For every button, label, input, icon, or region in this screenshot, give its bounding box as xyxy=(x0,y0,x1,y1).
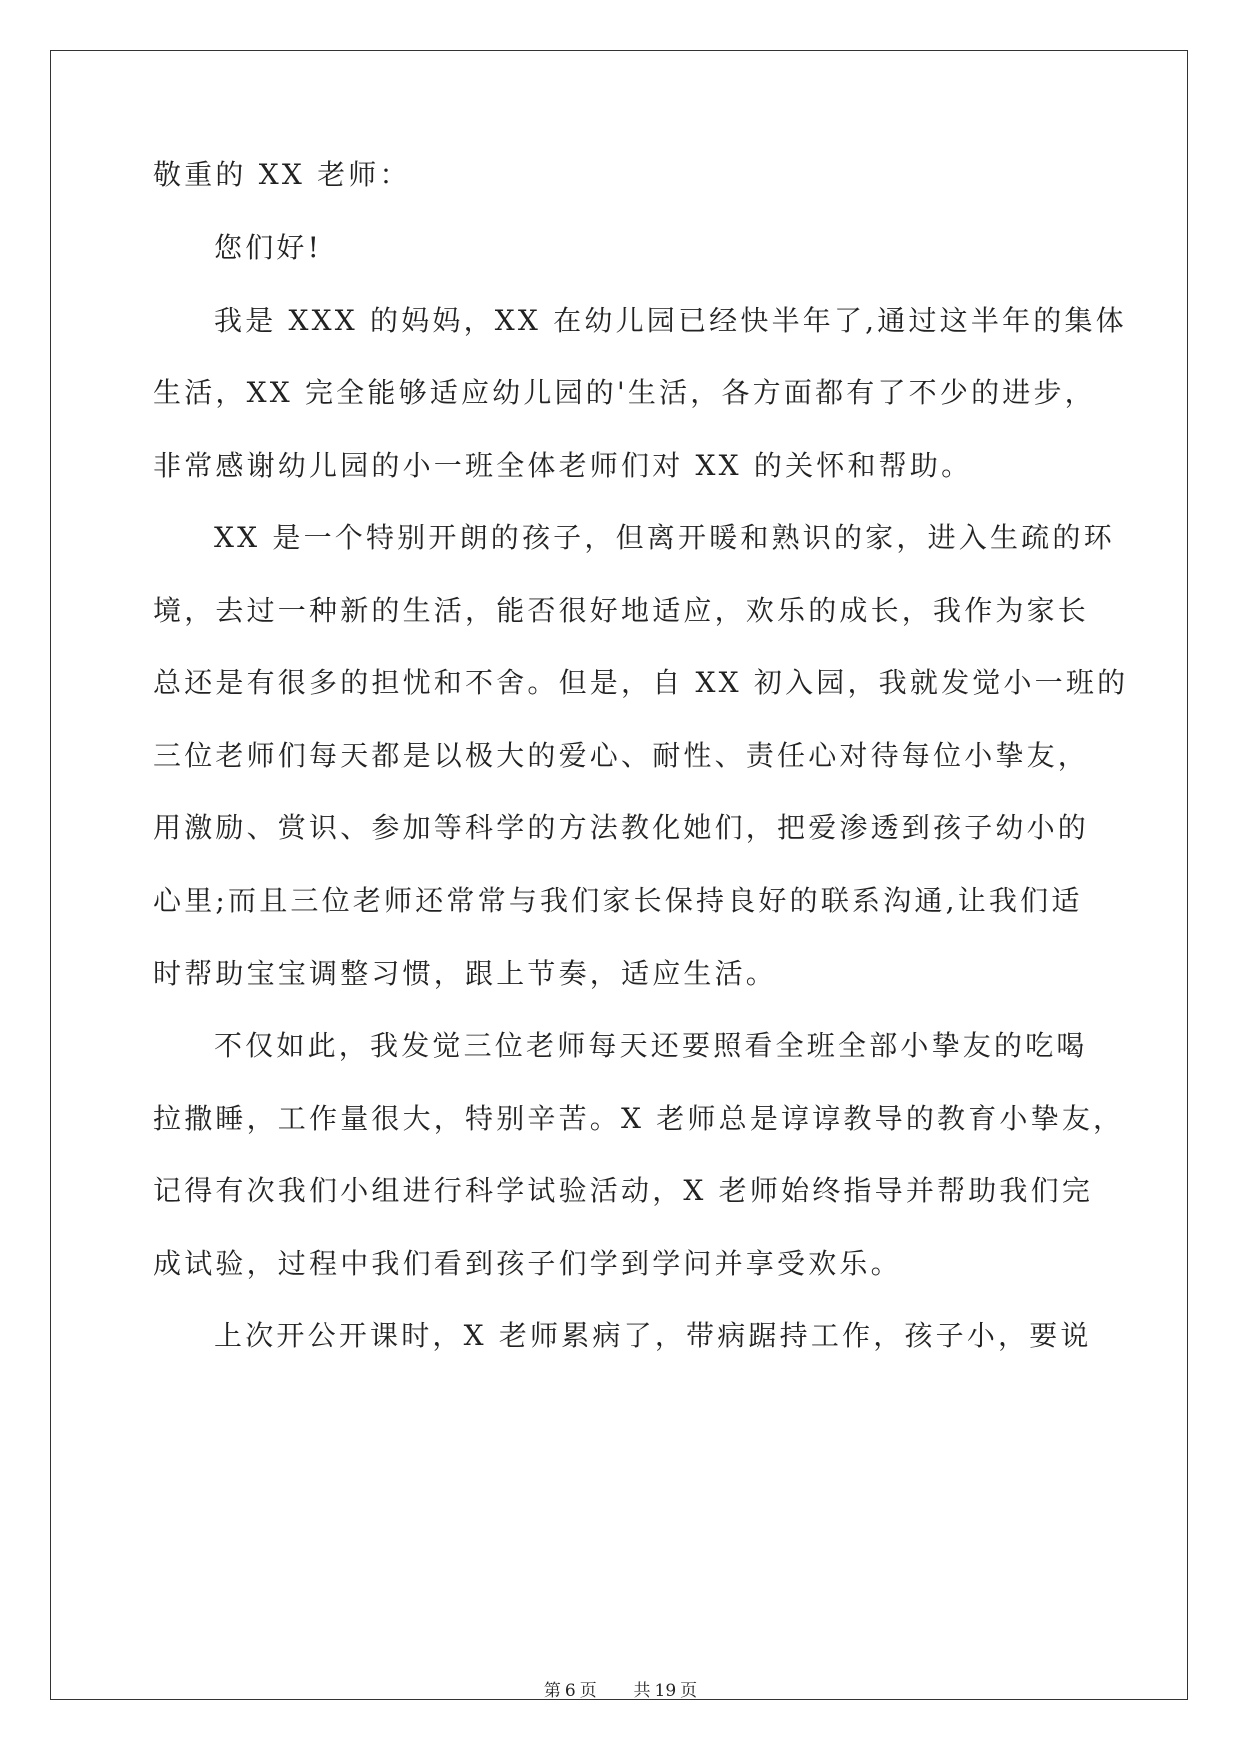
greeting-line: 您们好! xyxy=(214,231,323,264)
body-line: XX 是一个特别开朗的孩子，但离开暖和熟识的家，进入生疏的环 xyxy=(214,521,1115,554)
body-line: 三位老师们每天都是以极大的爱心、耐性、责任心对待每位小挚友， xyxy=(153,739,1090,772)
page-number: 6 xyxy=(564,1681,576,1701)
body-line: 用激励、赏识、参加等科学的方法教化她们，把爱渗透到孩子幼小的 xyxy=(153,811,1090,844)
body-line: 非常感谢幼儿园的小一班全体老师们对 XX 的关怀和帮助。 xyxy=(153,449,973,482)
body-line: 成试验，过程中我们看到孩子们学到学问并享受欢乐。 xyxy=(153,1247,902,1280)
body-line: 心里;而且三位老师还常常与我们家长保持良好的联系沟通,让我们适 xyxy=(153,884,1083,917)
body-line: 不仅如此，我发觉三位老师每天还要照看全班全部小挚友的吃喝 xyxy=(214,1029,1088,1062)
body-line: 时帮助宝宝调整习惯，跟上节奏，适应生活。 xyxy=(153,957,778,990)
page-border xyxy=(50,50,1188,1700)
page-unit: 页 xyxy=(579,1681,597,1701)
body-line: 生活，XX 完全能够适应幼儿园的'生活，各方面都有了不少的进步， xyxy=(153,376,1096,409)
body-line: 总还是有很多的担忧和不舍。但是，自 XX 初入园，我就发觉小一班的 xyxy=(153,666,1129,699)
page-footer xyxy=(0,1676,1241,1701)
body-line: 记得有次我们小组进行科学试验活动，X 老师始终指导并帮助我们完 xyxy=(153,1174,1094,1207)
body-line: 境，去过一种新的生活，能否很好地适应，欢乐的成长，我作为家长 xyxy=(153,594,1090,627)
body-line: 拉撒睡，工作量很大，特别辛苦。X 老师总是谆谆教导的教育小挚友， xyxy=(153,1102,1125,1135)
body-line: 上次开公开课时，X 老师累病了，带病踞持工作，孩子小，要说 xyxy=(214,1319,1092,1352)
total-pages: 19 xyxy=(654,1681,677,1701)
total-label: 共 xyxy=(633,1681,651,1701)
salutation-line: 敬重的 XX 老师： xyxy=(153,158,411,191)
total-unit: 页 xyxy=(680,1681,698,1701)
body-line: 我是 XXX 的妈妈，XX 在幼儿园已经快半年了,通过这半年的集体 xyxy=(214,304,1127,337)
page-label: 第 xyxy=(543,1681,561,1701)
